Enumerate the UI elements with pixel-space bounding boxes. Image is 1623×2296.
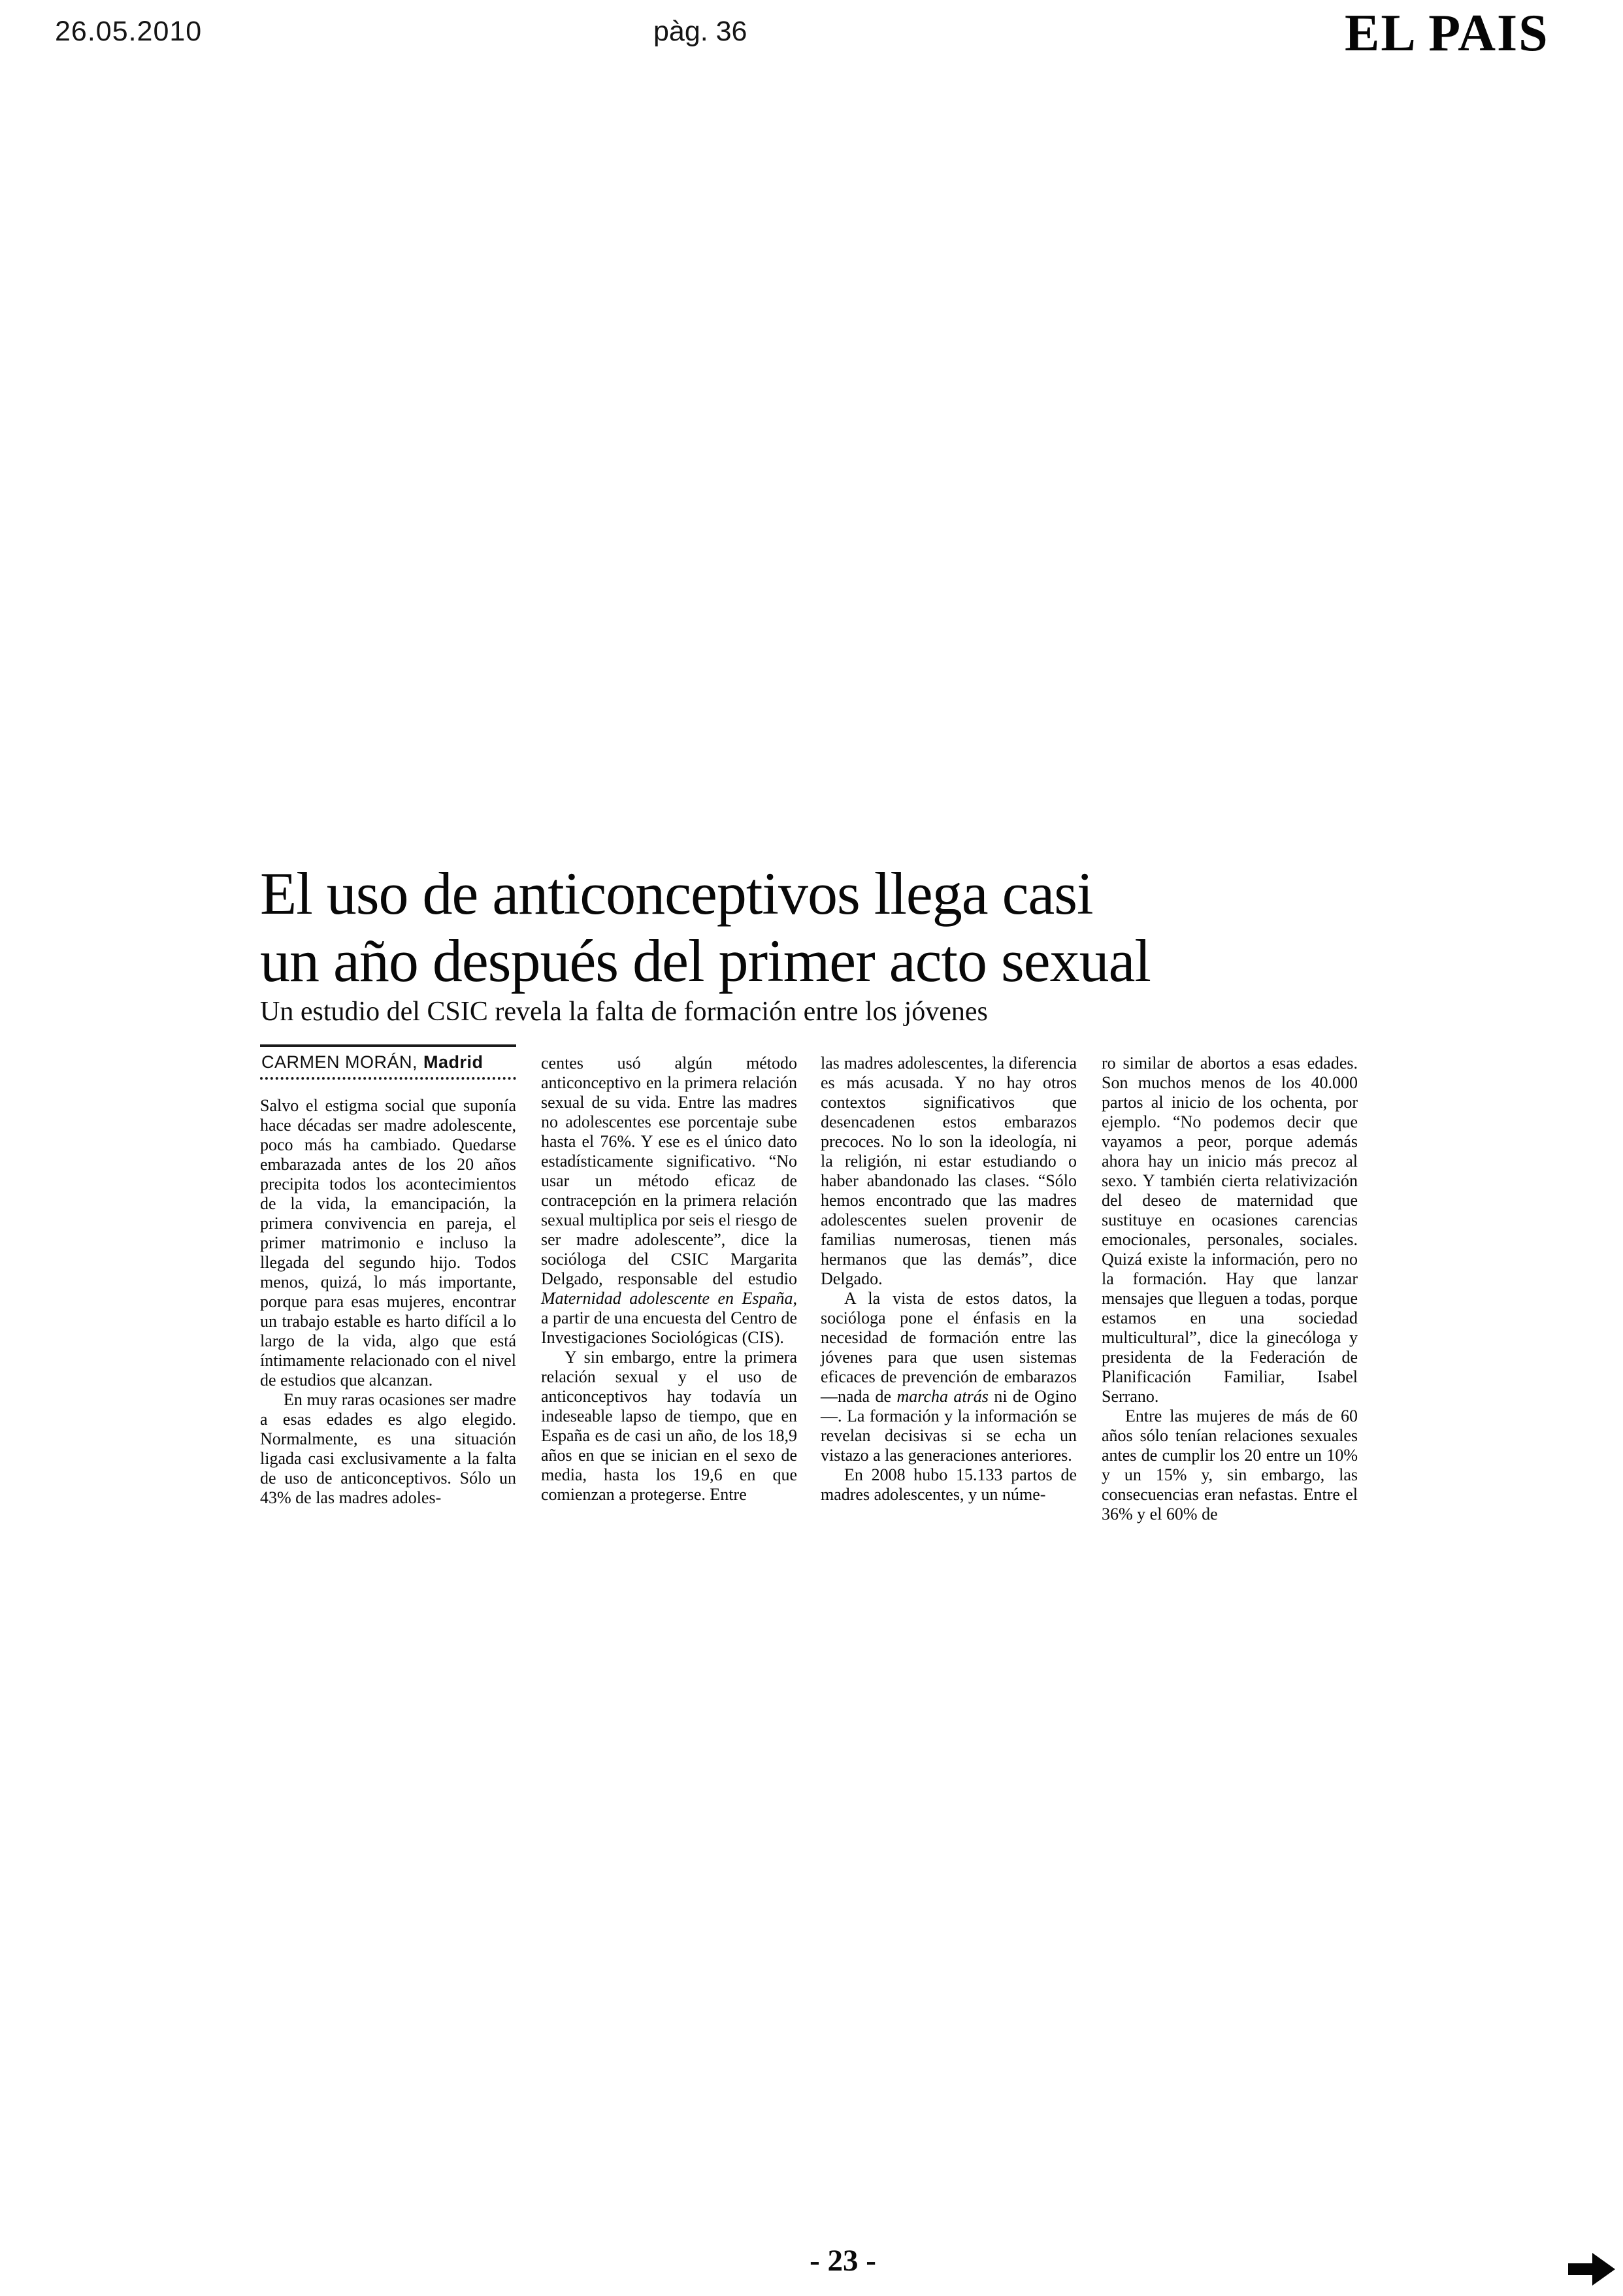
- article-paragraph: [1102, 1406, 1358, 1524]
- article-paragraph: [541, 1348, 797, 1505]
- text-segment: En muy raras ocasiones ser madre a esas edades es algo elegido. Normalmente, es una situación ligada casi exclusivamente a la falta de uso de anticonceptivos. Sólo un 43% de las madres adoles-: [260, 1390, 516, 1507]
- masthead-logo: EL PAIS: [1345, 5, 1549, 62]
- text-segment: Salvo el estigma social que suponía hace décadas ser madre adolescente, poco más ha cambiado. Quedarse embarazada antes de los 20 años precipita todos los acontecimientos de la vida, la emancipación, la primera convivencia en pareja, el primer matrimonio e incluso la llegada del segundo hijo. Todos menos, quizá, lo más importante, porque para esas mujeres, encontrar un trabajo estable es harto difícil a lo largo de la vida, algo que está íntimamente relacionado con el nivel de estudios que alcanzan.: [260, 1096, 516, 1389]
- article-paragraph: [541, 1054, 797, 1348]
- text-segment: Y sin embargo, entre la primera relación sexual y el uso de anticonceptivos hay todavía un indeseable lapso de tiempo, que en España es de casi un año, de los 18,9 años en que se inician en el sexo de media, hasta los 19,6 en que comienzan a protegerse. Entre: [541, 1348, 797, 1504]
- text-segment: Entre las mujeres de más de 60 años sólo tenían relaciones sexuales antes de cumplir los 20 entre un 10% y un 15% y, sin embargo, las consecuencias eran nefastas. Entre el 36% y el 60% de: [1102, 1406, 1358, 1523]
- headline: [260, 860, 1410, 995]
- article-paragraph: [1102, 1054, 1358, 1406]
- text-segment: centes usó algún método anticonceptivo en la primera relación sexual de su vida. Entre las madres no adolescentes ese porcentaje sube hasta el 76%. Y ese es el único dato estadísticamente significativo. “No usar un método eficaz de contracepción en la primera relación sexual multiplica por seis el riesgo de ser madre adolescente”, dice la socióloga del CSIC Margarita Delgado, responsable del estudio: [541, 1054, 797, 1288]
- article-column-1: [260, 1096, 516, 1508]
- article-paragraph: [260, 1096, 516, 1390]
- text-segment: a partir de una encuesta del Centro de Investigaciones Sociológicas (CIS).: [541, 1308, 797, 1347]
- page-number: - 23 -: [810, 2244, 876, 2278]
- text-segment: A la vista de estos datos, la socióloga pone el énfasis en la necesidad de formación entre las jóvenes para que usen sistemas eficaces de prevención de embarazos —nada de: [821, 1289, 1077, 1406]
- headline-line-1: El uso de anticonceptivos llega casi: [260, 860, 1093, 927]
- next-page-arrow-icon: [1567, 2251, 1616, 2288]
- text-segment: las madres adolescentes, la diferencia es más acusada. Y no hay otros contextos significativos que desencadenen estos embarazos precoces. No lo son la ideología, ni la religión, ni estar estudiando o haber abandonado las clases. “Sólo hemos encontrado que las madres adolescentes suelen provenir de familias numerosas, tienen más hermanos que las demás”, dice Delgado.: [821, 1054, 1077, 1288]
- article-column-4: [1102, 1054, 1358, 1524]
- headline-line-2: un año después del primer acto sexual: [260, 927, 1151, 994]
- byline: [260, 1044, 516, 1080]
- text-segment: En 2008 hubo 15.133 partos de madres adolescentes, y un núme-: [821, 1465, 1077, 1504]
- clip-page-label: pàg. 36: [653, 16, 747, 47]
- subheadline: Un estudio del CSIC revela la falta de formación entre los jóvenes: [260, 997, 988, 1027]
- article-column-2: [541, 1054, 797, 1505]
- article-paragraph: [260, 1390, 516, 1508]
- clip-date: 26.05.2010: [55, 16, 203, 47]
- text-segment: ni de Ogino—. La formación y la información se revelan decisivas si se echa un vistazo a las generaciones anteriores.: [821, 1387, 1077, 1465]
- byline-author: CARMEN MORÁN,: [261, 1052, 418, 1072]
- italic-text-segment: marcha atrás: [896, 1387, 989, 1406]
- article-paragraph: [821, 1289, 1077, 1465]
- text-segment: ro similar de abortos a esas edades. Son muchos menos de los 40.000 partos al inicio de los ochenta, por ejemplo. “No podemos decir que vayamos a peor, porque además ahora hay un inicio más precoz al sexo. Y también cierta relativización del deseo de maternidad que sustituye en ocasiones carencias emocionales, personales, sociales. Quizá existe la información, pero no la formación. Hay que lanzar mensajes que lleguen a todas, porque estamos en una sociedad multicultural”, dice la ginecóloga y presidenta de la Federación de Planificación Familiar, Isabel Serrano.: [1102, 1054, 1358, 1406]
- italic-text-segment: Maternidad adolescente en España,: [541, 1289, 797, 1308]
- article-column-3: [821, 1054, 1077, 1505]
- byline-location: Madrid: [423, 1052, 484, 1072]
- article-paragraph: [821, 1465, 1077, 1505]
- article-paragraph: [821, 1054, 1077, 1289]
